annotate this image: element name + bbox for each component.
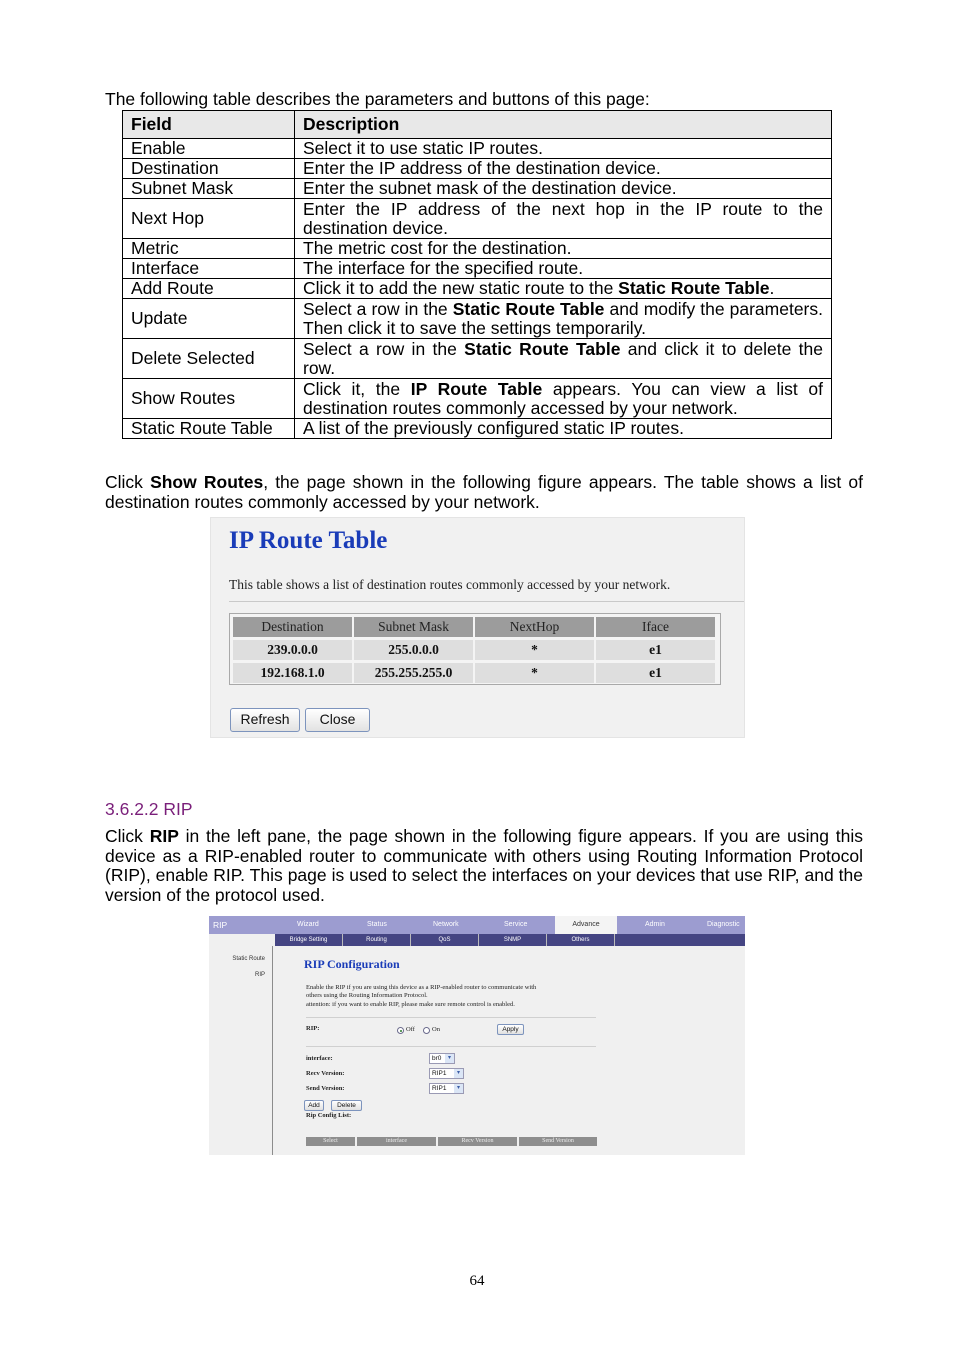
desc-bold: Static Route Table xyxy=(452,298,605,319)
subtab-qos[interactable]: QoS xyxy=(411,934,479,946)
field-cell: Static Route Table xyxy=(123,419,295,439)
field-cell: Subnet Mask xyxy=(123,179,295,199)
send-version-label: Send Version: xyxy=(306,1085,345,1092)
recv-version-value: RIP1 xyxy=(432,1070,447,1077)
column-header-nexthop: NextHop xyxy=(475,617,594,637)
table-row xyxy=(123,279,832,299)
send-version-select[interactable] xyxy=(429,1083,464,1094)
subtab-routing[interactable]: Routing xyxy=(343,934,411,946)
sub-nav xyxy=(275,934,745,946)
tab-advance[interactable]: Advance xyxy=(555,916,617,934)
description-cell: The interface for the specified route. xyxy=(295,259,832,279)
chevron-down-icon: ▾ xyxy=(454,1069,463,1078)
description-cell: Select it to use static IP routes. xyxy=(295,139,832,159)
desc-text: . xyxy=(769,278,775,298)
field-cell: Delete Selected xyxy=(123,339,295,379)
description-cell: Enter the IP address of the next hop in the IP route to the destination device. xyxy=(295,199,832,239)
close-button[interactable]: Close xyxy=(305,708,370,732)
rip-label: RIP: xyxy=(306,1025,320,1032)
chevron-down-icon: ▾ xyxy=(445,1054,454,1063)
list-header-interface: interface xyxy=(357,1137,436,1146)
table-row xyxy=(123,239,832,259)
route-cell: 255.0.0.0 xyxy=(354,640,473,660)
rip-off-radio[interactable] xyxy=(397,1027,404,1034)
recv-version-select[interactable] xyxy=(429,1068,464,1079)
list-header-select: Select xyxy=(306,1137,355,1146)
description-cell xyxy=(295,339,832,379)
field-cell: Update xyxy=(123,299,295,339)
para-text: in the left pane, the page shown in the following figure appears. If you are using this device as a RIP-enabled router to communicate with others using Routing Information Protocol (RIP), enable RIP. This page is used to select the interfaces on your devices that use RIP, and the version of the protocol used. xyxy=(105,826,863,905)
route-cell: 192.168.1.0 xyxy=(233,663,352,683)
desc-text: Click it to add the new static route to the xyxy=(303,278,619,298)
tab-service[interactable]: Service xyxy=(504,921,528,928)
table-header-field: Field xyxy=(123,111,295,139)
table-row xyxy=(123,179,832,199)
list-header-send-version: Send Version xyxy=(519,1137,597,1146)
route-cell: 255.255.255.0 xyxy=(354,663,473,683)
para-text: Click xyxy=(105,472,151,492)
table-row xyxy=(123,419,832,439)
column-header-subnet-mask: Subnet Mask xyxy=(354,617,473,637)
interface-label: interface: xyxy=(306,1055,333,1062)
description-cell xyxy=(295,299,832,339)
ip-route-table-screenshot xyxy=(210,517,745,738)
chevron-down-icon: ▾ xyxy=(454,1084,463,1093)
table-row xyxy=(123,379,832,419)
table-header-description: Description xyxy=(295,111,832,139)
desc-bold: Static Route Table xyxy=(464,338,621,359)
desc-text: Select a row in the xyxy=(303,298,453,319)
column-header-iface: Iface xyxy=(596,617,715,637)
add-button[interactable]: Add xyxy=(304,1100,324,1111)
field-cell: Enable xyxy=(123,139,295,159)
field-cell: Next Hop xyxy=(123,199,295,239)
section-heading: 3.6.2.2 RIP xyxy=(105,799,193,819)
delete-button[interactable]: Delete xyxy=(331,1100,362,1111)
description-cell: Enter the IP address of the destination device. xyxy=(295,159,832,179)
tab-diagnostic[interactable]: Diagnostic xyxy=(707,921,740,928)
table-row xyxy=(123,139,832,159)
left-item-static-route[interactable]: Static Route xyxy=(232,956,265,962)
field-cell: Destination xyxy=(123,159,295,179)
tab-status[interactable]: Status xyxy=(367,921,387,928)
description-cell: A list of the previously configured static IP routes. xyxy=(295,419,832,439)
apply-button[interactable]: Apply xyxy=(497,1024,524,1035)
parameter-table xyxy=(122,110,832,439)
ip-route-table-title: IP Route Table xyxy=(229,527,388,554)
subtab-others[interactable]: Others xyxy=(547,934,615,946)
top-nav xyxy=(209,916,745,934)
route-cell: e1 xyxy=(596,640,715,660)
route-cell: * xyxy=(475,663,594,683)
description-cell xyxy=(295,379,832,419)
list-header-recv-version: Recv Version xyxy=(438,1137,517,1146)
field-cell: Metric xyxy=(123,239,295,259)
desc-text: and modify the parameters. Then click it to save the settings temporarily. xyxy=(303,298,824,338)
desc-bold: Static Route Table xyxy=(618,278,770,298)
para-text: Click xyxy=(105,826,150,846)
rip-off-label: Off xyxy=(406,1026,415,1033)
table-row xyxy=(123,339,832,379)
subtab-snmp[interactable]: SNMP xyxy=(479,934,547,946)
route-cell: * xyxy=(475,640,594,660)
divider xyxy=(306,1046,596,1047)
description-cell: The metric cost for the destination. xyxy=(295,239,832,259)
desc-text: appears. You can view a list of destination routes commonly accessed by your network. xyxy=(303,378,823,418)
interface-select[interactable] xyxy=(429,1053,455,1064)
intro-text: The following table describes the parameters and buttons of this page: xyxy=(105,89,650,109)
ip-route-table-description: This table shows a list of destination routes commonly accessed by your network. xyxy=(229,577,671,592)
rip-desc-line: Enable the RIP if you are using this device as a RIP-enabled router to communicate with xyxy=(306,984,537,991)
table-row xyxy=(123,199,832,239)
rip-on-radio[interactable] xyxy=(423,1027,430,1034)
column-header-destination: Destination xyxy=(233,617,352,637)
send-version-value: RIP1 xyxy=(432,1085,447,1092)
rip-config-title: RIP Configuration xyxy=(304,957,400,971)
route-cell: e1 xyxy=(596,663,715,683)
page-number: 64 xyxy=(469,1273,485,1289)
desc-text: Click it, the xyxy=(303,378,411,399)
desc-bold: IP Route Table xyxy=(410,378,543,399)
subtab-bridge-setting[interactable]: Bridge Setting xyxy=(275,934,343,946)
show-routes-paragraph xyxy=(105,473,863,512)
rip-desc-line: others using the Routing Information Protocol. xyxy=(306,992,428,999)
tab-wizard[interactable]: Wizard xyxy=(297,921,319,928)
route-cell: 239.0.0.0 xyxy=(233,640,352,660)
field-cell: Interface xyxy=(123,259,295,279)
table-row xyxy=(123,299,832,339)
desc-text: Select a row in the xyxy=(303,338,465,359)
refresh-button[interactable]: Refresh xyxy=(230,708,300,732)
para-bold: RIP xyxy=(149,826,179,846)
rip-config-list-label: Rip Config List: xyxy=(306,1112,352,1119)
left-pane xyxy=(209,946,273,1155)
rip-attention: attention: if you want to enable RIP, please make sure remote control is enabled. xyxy=(306,1001,515,1008)
brand-label: RIP xyxy=(213,920,228,930)
recv-version-label: Recv Version: xyxy=(306,1070,345,1077)
route-table xyxy=(229,613,721,685)
tab-admin[interactable]: Admin xyxy=(645,921,665,928)
para-bold: Show Routes xyxy=(150,472,264,492)
description-cell xyxy=(295,279,832,299)
table-row xyxy=(123,159,832,179)
desc-text: and click it to delete the row. xyxy=(303,338,823,378)
left-item-rip[interactable]: RIP xyxy=(254,972,265,978)
rip-paragraph xyxy=(105,827,863,905)
divider xyxy=(229,601,744,602)
table-row xyxy=(123,259,832,279)
interface-value: br0 xyxy=(432,1055,442,1062)
divider xyxy=(306,1017,596,1018)
rip-config-screenshot xyxy=(209,916,745,1155)
description-cell: Enter the subnet mask of the destination device. xyxy=(295,179,832,199)
rip-on-label: On xyxy=(432,1026,440,1033)
para-text: , the page shown in the following figure appears. The table shows a list of destination routes commonly accessed by your network. xyxy=(105,472,863,512)
field-cell: Add Route xyxy=(123,279,295,299)
field-cell: Show Routes xyxy=(123,379,295,419)
tab-network[interactable]: Network xyxy=(433,921,459,928)
